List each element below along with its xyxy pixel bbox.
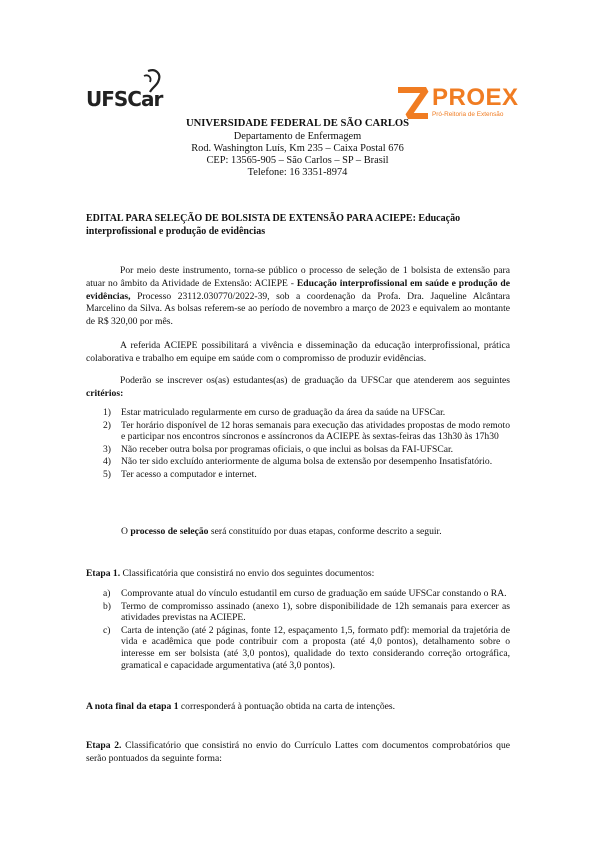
etapa1-note: A nota final da etapa 1 corresponderá à pontuação obtida na carta de intenções.: [86, 701, 396, 712]
university-name: UNIVERSIDADE FEDERAL DE SÃO CARLOS: [185, 118, 410, 129]
ufscar-logo: [86, 68, 168, 110]
list-item: 1) Estar matriculado regularmente em curso de graduação da área da saúde na UFSCar.: [103, 407, 446, 418]
etapa1-list: [103, 588, 510, 671]
etapa2-paragraph: Etapa 2. Classificatório que consistirá no envio do Currículo Lattes com documentos comprobatórios que serão pontuados da seguinte forma:: [86, 740, 510, 764]
etapa1-heading: Etapa 1. Classificatória que consistirá no envio dos seguintes documentos:: [86, 568, 375, 579]
address: Rod. Washington Luís, Km 235 – Caixa Postal 676: [191, 143, 404, 154]
proex-logo: PROEX Pró-Reitoria de Extensão: [396, 86, 512, 128]
svg-text:UFSCar: UFSCar: [86, 87, 163, 110]
list-item: c) Carta de intenção (até 2 páginas, fonte 12, espaçamento 1,5, formato pdf): memorial da trajetória de vida e acadêmica que pode contribuir com a proposta (até 4,0 pontos), detalhamento sobre o interesse em ser bolsista (até 3,0 pontos), qualidade do texto considerando correção ortográfica, gramatical e capacidade argumentativa (até 3,0 pontos).: [103, 624, 510, 671]
list-item: a) Comprovante atual do vínculo estudantil em curso de graduação em saúde UFSCar constando o RA.: [103, 588, 507, 599]
department: Departamento de Enfermagem: [233, 131, 362, 142]
list-item: 5) Ter acesso a computador e internet.: [103, 468, 257, 480]
aciepe-paragraph: A referida ACIEPE possibilitará a vivência e disseminação da educação interprofissional, prática colaborativa e trabalho em equipe em saúde com o compromisso de produzir evidências.: [86, 340, 510, 364]
edital-title: EDITAL PARA SELEÇÃO DE BOLSISTA DE EXTENSÃO PARA ACIEPE: Educação interprofissional e produção de evidências: [86, 213, 461, 237]
list-item: 2) Ter horário disponível de 12 horas semanais para execução das atividades propostas de modo remoto e participar nos encontros síncronos e assíncronos da ACIEPE às sextas-feiras das 13h30 às 17h30: [103, 419, 510, 443]
list-item: b) Termo de compromisso assinado (anexo 1), sobre disponibilidade de 12h semanais para exercer as atividades previstas na ACIEPE.: [103, 600, 510, 624]
cep: CEP: 13565-905 – São Carlos – SP – Brasil: [206, 155, 389, 166]
criteria-list: [103, 407, 510, 481]
process-line: O processo de seleção será constituído por duas etapas, conforme descrito a seguir.: [121, 526, 442, 537]
list-item: 4) Não ter sido excluído anteriormente de alguma bolsa de extensão por desempenho Insatisfatório.: [103, 456, 493, 468]
intro-paragraph: Por meio deste instrumento, torna-se público o processo de seleção de 1 bolsista de extensão para atuar no âmbito da Atividade de Extensão: ACIEPE - Educação interprofissional em saúde e produção de evidências, Processo 23112.030770/2022-39, sob a coordenação da Profa. Dra. Jaqueline Alcântara Marcelino da Silva. As bolsas referem-se ao período de novembro a março de 2023 e equivalem ao montante de R$ 320,00 por mês.: [86, 265, 510, 328]
phone: Telefone: 16 3351-8974: [247, 167, 348, 178]
eligibility-paragraph: Poderão se inscrever os(as) estudantes(as) de graduação da UFSCar que atenderem aos seguintes critérios:: [86, 375, 510, 399]
list-item: 3) Não receber outra bolsa por programas oficiais, o que inclui as bolsas da FAI-UFSCar.: [103, 443, 454, 455]
